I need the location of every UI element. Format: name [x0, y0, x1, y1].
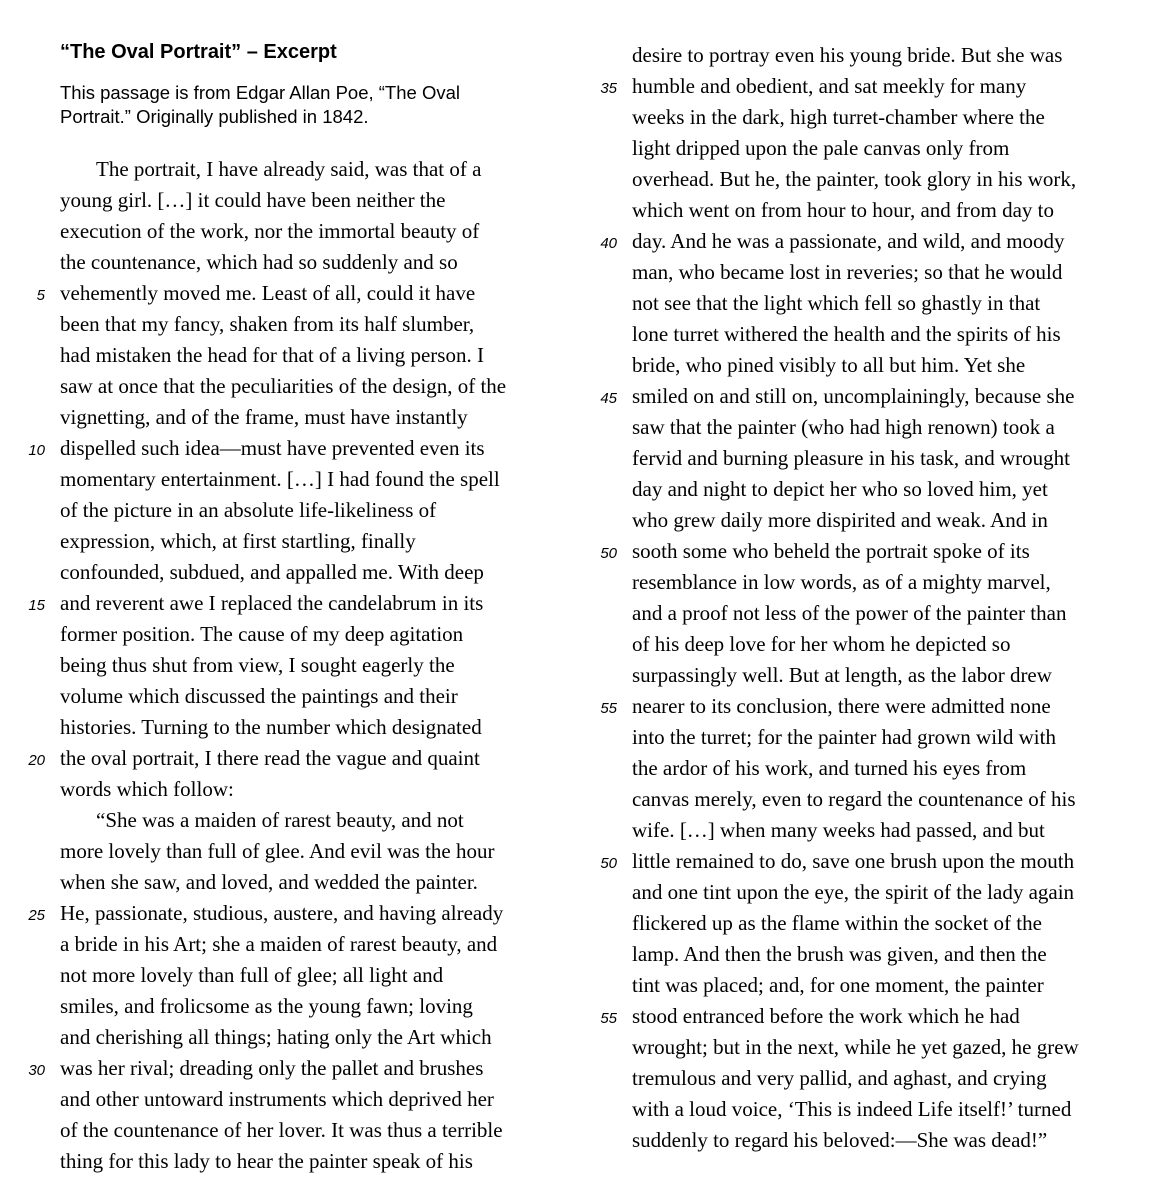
line-number: 55: [600, 700, 617, 717]
text-line: [592, 1032, 1137, 1063]
line-text: a bride in his Art; she a maiden of rarest beauty, and: [60, 932, 498, 956]
intro-line: Portrait.” Originally published in 1842.: [60, 106, 369, 127]
line-text: tint was placed; and, for one moment, the painter: [632, 973, 1044, 997]
line-text: suddenly to regard his beloved:—She was dead!”: [632, 1128, 1048, 1152]
passage-intro: [60, 81, 565, 129]
text-line: [20, 557, 565, 588]
line-text: lamp. And then the brush was given, and then the: [632, 942, 1047, 966]
line-number: 40: [600, 235, 617, 252]
line-text: light dripped upon the pale canvas only from: [632, 136, 1010, 160]
line-text: fervid and burning pleasure in his task, and wrought: [632, 446, 1070, 470]
text-line: [592, 908, 1137, 939]
text-line: [20, 433, 565, 464]
line-text: expression, which, at first startling, finally: [60, 529, 416, 553]
text-line: [592, 381, 1137, 412]
text-line: [20, 619, 565, 650]
line-text: saw that the painter (who had high renown) took a: [632, 415, 1055, 439]
text-line: [20, 526, 565, 557]
text-line: [20, 960, 565, 991]
text-line: [592, 412, 1137, 443]
line-text: day and night to depict her who so loved him, yet: [632, 477, 1048, 501]
line-text: execution of the work, nor the immortal beauty of: [60, 219, 480, 243]
text-line: [20, 1146, 565, 1177]
line-text: surpassingly well. But at length, as the labor drew: [632, 663, 1052, 687]
text-line: [20, 464, 565, 495]
line-text: vehemently moved me. Least of all, could it have: [60, 281, 476, 305]
line-text: lone turret withered the health and the spirits of his: [632, 322, 1061, 346]
text-line: [592, 784, 1137, 815]
line-number: 5: [36, 287, 45, 304]
text-line: [592, 753, 1137, 784]
text-line: [592, 970, 1137, 1001]
text-line: [592, 1001, 1137, 1032]
line-number: 35: [600, 80, 617, 97]
line-text: of the picture in an absolute life-likeliness of: [60, 498, 437, 522]
line-number: 50: [600, 545, 617, 562]
text-line: [592, 1094, 1137, 1125]
line-text: had mistaken the head for that of a living person. I: [60, 343, 484, 367]
line-text: bride, who pined visibly to all but him. Yet she: [632, 353, 1026, 377]
line-text: the countenance, which had so suddenly and so: [60, 250, 458, 274]
text-line: [20, 588, 565, 619]
text-line: [592, 226, 1137, 257]
line-text: and other untoward instruments which deprived her: [60, 1087, 494, 1111]
text-line: [592, 536, 1137, 567]
text-line: [592, 71, 1137, 102]
text-line: [20, 898, 565, 929]
text-line: [592, 877, 1137, 908]
text-line: [20, 650, 565, 681]
line-text: smiled on and still on, uncomplainingly, because she: [632, 384, 1075, 408]
text-line: [592, 815, 1137, 846]
line-text: when she saw, and loved, and wedded the painter.: [60, 870, 478, 894]
line-text: of the countenance of her lover. It was thus a terrible: [60, 1118, 503, 1142]
text-line: [20, 991, 565, 1022]
text-line: [20, 681, 565, 712]
text-line: [20, 743, 565, 774]
text-line: [20, 340, 565, 371]
text-line: [592, 288, 1137, 319]
text-line: [20, 402, 565, 433]
text-line: [592, 164, 1137, 195]
line-text: The portrait, I have already said, was that of a: [96, 157, 482, 181]
text-line: [592, 722, 1137, 753]
line-text: resemblance in low words, as of a mighty marvel,: [632, 570, 1051, 594]
text-line: [592, 660, 1137, 691]
line-text: nearer to its conclusion, there were admitted none: [632, 694, 1051, 718]
line-text: He, passionate, studious, austere, and having already: [60, 901, 504, 925]
text-line: [20, 1053, 565, 1084]
text-line: [592, 567, 1137, 598]
text-line: [20, 495, 565, 526]
line-text: canvas merely, even to regard the countenance of his: [632, 787, 1076, 811]
line-text: little remained to do, save one brush upon the mouth: [632, 849, 1075, 873]
text-line: [592, 1125, 1137, 1156]
line-text: wrought; but in the next, while he yet gazed, he grew: [632, 1035, 1079, 1059]
line-text: tremulous and very pallid, and aghast, and crying: [632, 1066, 1047, 1090]
text-line: [20, 805, 565, 836]
line-text: being thus shut from view, I sought eagerly the: [60, 653, 455, 677]
line-text: flickered up as the flame within the socket of the: [632, 911, 1042, 935]
line-text: stood entranced before the work which he had: [632, 1004, 1020, 1028]
text-line: [592, 598, 1137, 629]
line-text: humble and obedient, and sat meekly for many: [632, 74, 1027, 98]
line-text: sooth some who beheld the portrait spoke of its: [632, 539, 1030, 563]
text-line: [592, 195, 1137, 226]
text-line: [592, 319, 1137, 350]
line-text: been that my fancy, shaken from its half slumber,: [60, 312, 475, 336]
line-text: man, who became lost in reveries; so that he would: [632, 260, 1063, 284]
line-text: and one tint upon the eye, the spirit of the lady again: [632, 880, 1075, 904]
text-line: [20, 774, 565, 805]
line-text: former position. The cause of my deep agitation: [60, 622, 464, 646]
line-text: and reverent awe I replaced the candelabrum in its: [60, 591, 484, 615]
line-text: desire to portray even his young bride. But she was: [632, 43, 1063, 67]
line-text: dispelled such idea—must have prevented even its: [60, 436, 485, 460]
text-line: [592, 939, 1137, 970]
line-number: 15: [28, 597, 45, 614]
right-column-lines: [592, 40, 1137, 1156]
line-text: of his deep love for her whom he depicted so: [632, 632, 1011, 656]
line-text: smiles, and frolicsome as the young fawn; loving: [60, 994, 473, 1018]
line-text: day. And he was a passionate, and wild, and moody: [632, 229, 1065, 253]
line-text: young girl. […] it could have been neither the: [60, 188, 446, 212]
line-text: momentary entertainment. […] I had found the spell: [60, 467, 500, 491]
line-number: 50: [600, 855, 617, 872]
line-text: the ardor of his work, and turned his eyes from: [632, 756, 1027, 780]
text-line: [592, 505, 1137, 536]
text-line: [592, 102, 1137, 133]
line-text: which went on from hour to hour, and from day to: [632, 198, 1054, 222]
line-text: and cherishing all things; hating only the Art which: [60, 1025, 492, 1049]
line-number: 20: [28, 752, 45, 769]
line-text: into the turret; for the painter had grown wild with: [632, 725, 1056, 749]
text-line: [20, 371, 565, 402]
text-line: [592, 846, 1137, 877]
text-line: [20, 185, 565, 216]
line-text: confounded, subdued, and appalled me. With deep: [60, 560, 484, 584]
line-text: not see that the light which fell so ghastly in that: [632, 291, 1041, 315]
line-text: who grew daily more dispirited and weak. And in: [632, 508, 1048, 532]
text-line: [592, 257, 1137, 288]
line-text: the oval portrait, I there read the vague and quaint: [60, 746, 480, 770]
line-text: overhead. But he, the painter, took glory in his work,: [632, 167, 1077, 191]
text-line: [592, 691, 1137, 722]
text-line: [592, 133, 1137, 164]
text-line: [20, 1115, 565, 1146]
text-line: [20, 216, 565, 247]
line-text: words which follow:: [60, 777, 234, 801]
line-text: more lovely than full of glee. And evil was the hour: [60, 839, 495, 863]
text-line: [592, 40, 1137, 71]
line-text: not more lovely than full of glee; all light and: [60, 963, 444, 987]
text-line: [20, 1084, 565, 1115]
line-text: vignetting, and of the frame, must have instantly: [60, 405, 468, 429]
line-text: weeks in the dark, high turret-chamber where the: [632, 105, 1045, 129]
passage-title: “The Oval Portrait” – Excerpt: [60, 41, 337, 63]
passage-header: [60, 40, 565, 129]
line-number: 45: [600, 390, 617, 407]
text-line: [20, 278, 565, 309]
line-text: thing for this lady to hear the painter speak of his: [60, 1149, 473, 1173]
text-line: [20, 836, 565, 867]
text-line: [20, 712, 565, 743]
line-text: wife. […] when many weeks had passed, and but: [632, 818, 1045, 842]
line-text: was her rival; dreading only the pallet and brushes: [60, 1056, 484, 1080]
intro-line: This passage is from Edgar Allan Poe, “The Oval: [60, 82, 460, 103]
line-number: 30: [28, 1062, 45, 1079]
text-line: [20, 867, 565, 898]
text-line: [592, 443, 1137, 474]
left-column-lines: [20, 154, 565, 1177]
text-line: [20, 309, 565, 340]
text-line: [20, 929, 565, 960]
text-line: [592, 350, 1137, 381]
line-text: with a loud voice, ‘This is indeed Life itself!’ turned: [632, 1097, 1072, 1121]
text-line: [592, 629, 1137, 660]
line-number: 25: [28, 907, 45, 924]
left-column: [20, 40, 565, 1199]
text-line: [20, 1022, 565, 1053]
line-text: histories. Turning to the number which designated: [60, 715, 482, 739]
line-text: “She was a maiden of rarest beauty, and not: [96, 808, 464, 832]
line-number: 10: [28, 442, 45, 459]
right-column: [592, 40, 1137, 1199]
line-text: and a proof not less of the power of the painter than: [632, 601, 1067, 625]
line-number: 55: [600, 1010, 617, 1027]
text-line: [20, 247, 565, 278]
text-line: [592, 1063, 1137, 1094]
text-line: [20, 154, 565, 185]
line-text: volume which discussed the paintings and their: [60, 684, 458, 708]
text-line: [592, 474, 1137, 505]
line-text: saw at once that the peculiarities of the design, of the: [60, 374, 507, 398]
